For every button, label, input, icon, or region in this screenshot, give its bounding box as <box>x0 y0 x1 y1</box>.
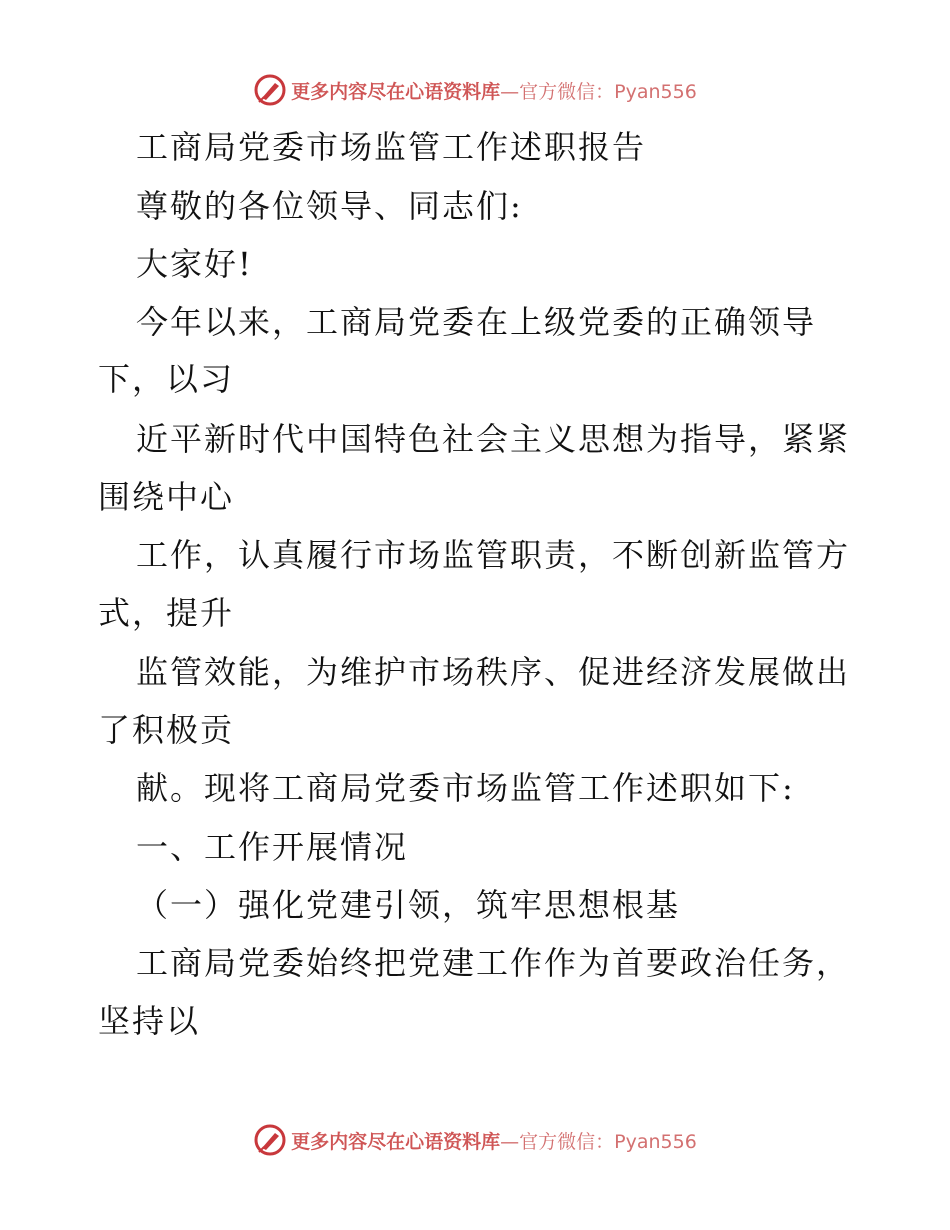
paragraph-line: 监管效能，为维护市场秩序、促进经济发展做出 <box>136 653 851 691</box>
quill-logo-icon <box>253 1123 287 1157</box>
header-watermark <box>0 70 950 110</box>
paragraph-line: 工作，认真履行市场监管职责，不断创新监管方 <box>136 536 851 574</box>
paragraph-line: 近平新时代中国特色社会主义思想为指导，紧紧 <box>136 420 851 458</box>
greeting: 大家好! <box>136 245 253 283</box>
quill-logo-icon <box>253 73 287 107</box>
paragraph-line: 式，提升 <box>98 594 235 632</box>
paragraph-line: 围绕中心 <box>98 478 235 516</box>
watermark-text: 更多内容尽在心语资料库—官方微信：Pyan556 <box>291 1130 697 1153</box>
paragraph-line: 了积极贡 <box>98 711 235 749</box>
paragraph-line: 献。现将工商局党委市场监管工作述职如下: <box>136 769 795 807</box>
document-title: 工商局党委市场监管工作述职报告 <box>136 128 647 166</box>
section-heading: 一、工作开展情况 <box>136 828 409 866</box>
subsection-heading: （一）强化党建引领，筑牢思想根基 <box>136 886 681 924</box>
paragraph-line: 坚持以 <box>98 1002 201 1040</box>
paragraph-line: 今年以来，工商局党委在上级党委的正确领导 <box>136 303 817 341</box>
salutation: 尊敬的各位领导、同志们: <box>136 187 523 225</box>
watermark-text: 更多内容尽在心语资料库—官方微信：Pyan556 <box>291 80 697 103</box>
paragraph-line: 工商局党委始终把党建工作作为首要政治任务， <box>136 944 851 982</box>
footer-watermark <box>0 1120 950 1160</box>
paragraph-line: 下，以习 <box>98 360 235 398</box>
